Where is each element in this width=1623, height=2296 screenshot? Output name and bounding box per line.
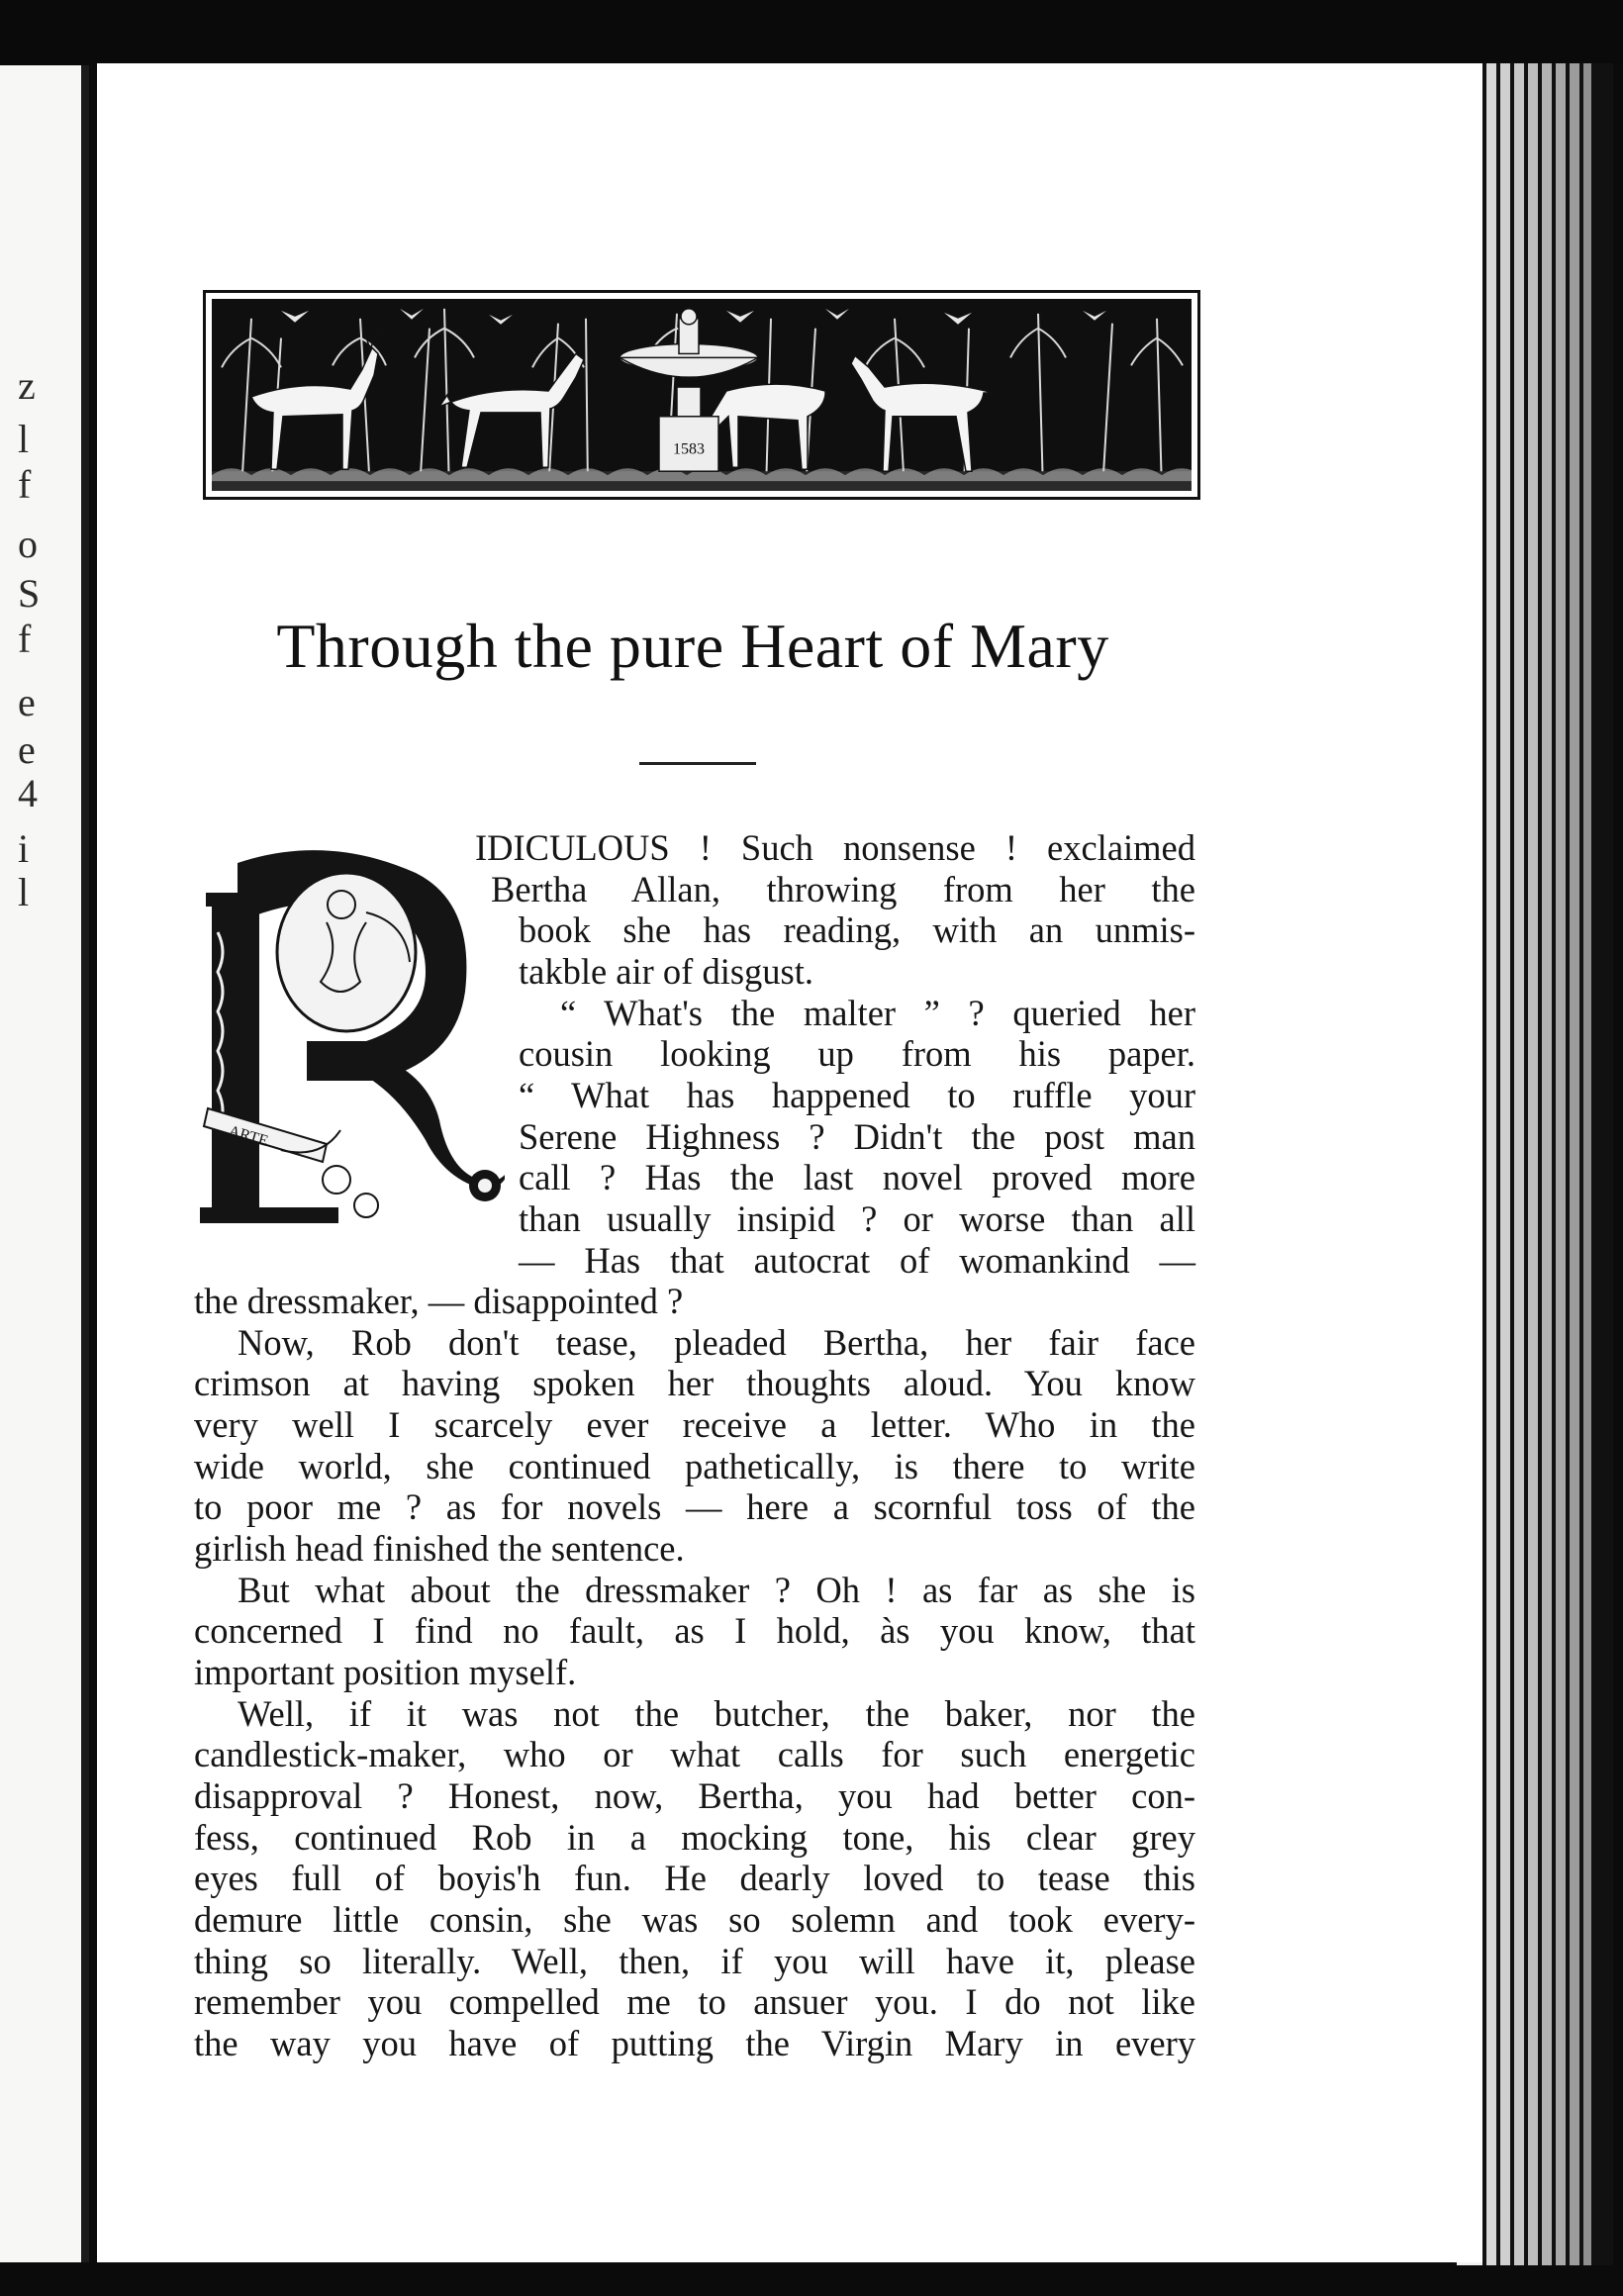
header-ornament bbox=[203, 290, 1200, 500]
text-line: But what about the dressmaker ? Oh ! as far as she is bbox=[238, 1570, 1195, 1610]
left-page-fragment: e bbox=[18, 727, 36, 772]
text-line: candlestick-maker, who or what calls for such energetic bbox=[194, 1734, 1195, 1774]
text-line: demure little consin, she was so solemn and took every- bbox=[194, 1899, 1195, 1940]
text-line: the way you have of putting the Virgin Mary in every bbox=[194, 2023, 1195, 2063]
left-page-fragment: l bbox=[18, 417, 30, 461]
text-line: Bertha Allan, throwing from her the bbox=[491, 869, 1195, 909]
left-page-fragment: o bbox=[18, 522, 38, 566]
text-line: important position myself. bbox=[194, 1652, 577, 1692]
text-line: crimson at having spoken her thoughts aloud. You know bbox=[194, 1363, 1195, 1403]
text-line: cousin looking up from his paper. bbox=[519, 1033, 1195, 1074]
text-line: “ What's the malter ” ? queried her bbox=[560, 993, 1195, 1033]
scan-border-top bbox=[0, 0, 1623, 65]
left-page-fragment: z bbox=[18, 363, 36, 408]
text-line: girlish head finished the sentence. bbox=[194, 1528, 685, 1569]
text-line: IDICULOUS ! Such nonsense ! exclaimed bbox=[475, 827, 1195, 868]
text-line: — Has that autocrat of womankind — bbox=[519, 1240, 1195, 1281]
text-line: concerned I find no fault, as I hold, às you know, that bbox=[194, 1610, 1195, 1651]
text-line: thing so literally. Well, then, if you will have it, please bbox=[194, 1941, 1195, 1981]
left-facing-page bbox=[0, 65, 89, 2262]
left-page-fragment: l bbox=[18, 870, 30, 914]
text-line: very well I scarcely ever receive a letter. Who in the bbox=[194, 1404, 1195, 1445]
text-line: Now, Rob don't tease, pleaded Bertha, her fair face bbox=[238, 1322, 1195, 1363]
deer-fountain-illustration bbox=[212, 299, 1192, 491]
text-line: eyes full of boyis'h fun. He dearly loved to tease this bbox=[194, 1858, 1195, 1898]
fountain-plaque-text: 1583 bbox=[673, 440, 705, 458]
text-line: than usually insipid ? or worse than all bbox=[519, 1198, 1195, 1239]
left-page-fragment: 4 bbox=[18, 771, 38, 815]
page-title: Through the pure Heart of Mary bbox=[276, 611, 1109, 681]
page-gutter bbox=[81, 65, 89, 2262]
text-line: takble air of disgust. bbox=[519, 951, 814, 992]
dropcap-banner-text: ARTE bbox=[226, 1122, 270, 1151]
text-line: Well, if it was not the butcher, the baker, nor the bbox=[238, 1693, 1195, 1734]
text-line: book she has reading, with an unmis- bbox=[519, 909, 1195, 950]
text-line: to poor me ? as for novels — here a scornful toss of the bbox=[194, 1486, 1195, 1527]
left-page-fragment: S bbox=[18, 571, 41, 616]
left-page-fragment: f bbox=[18, 462, 32, 507]
text-line: remember you compelled me to ansuer you. I do not like bbox=[194, 1981, 1195, 2022]
left-page-fragment: f bbox=[18, 617, 32, 661]
left-page-fragment: i bbox=[18, 826, 30, 871]
text-line: disapproval ? Honest, now, Bertha, you had better con- bbox=[194, 1775, 1195, 1816]
text-line: Serene Highness ? Didn't the post man bbox=[519, 1116, 1195, 1157]
text-line: fess, continued Rob in a mocking tone, his clear grey bbox=[194, 1817, 1195, 1858]
title-divider bbox=[639, 762, 756, 765]
left-page-fragment: e bbox=[18, 680, 36, 724]
text-line: “ What has happened to ruffle your bbox=[519, 1075, 1195, 1115]
text-line: the dressmaker, — disappointed ? bbox=[194, 1281, 684, 1321]
dropcap-illuminated-r bbox=[198, 833, 505, 1229]
text-line: wide world, she continued pathetically, is there to write bbox=[194, 1446, 1195, 1486]
text-line: call ? Has the last novel proved more bbox=[519, 1157, 1195, 1197]
